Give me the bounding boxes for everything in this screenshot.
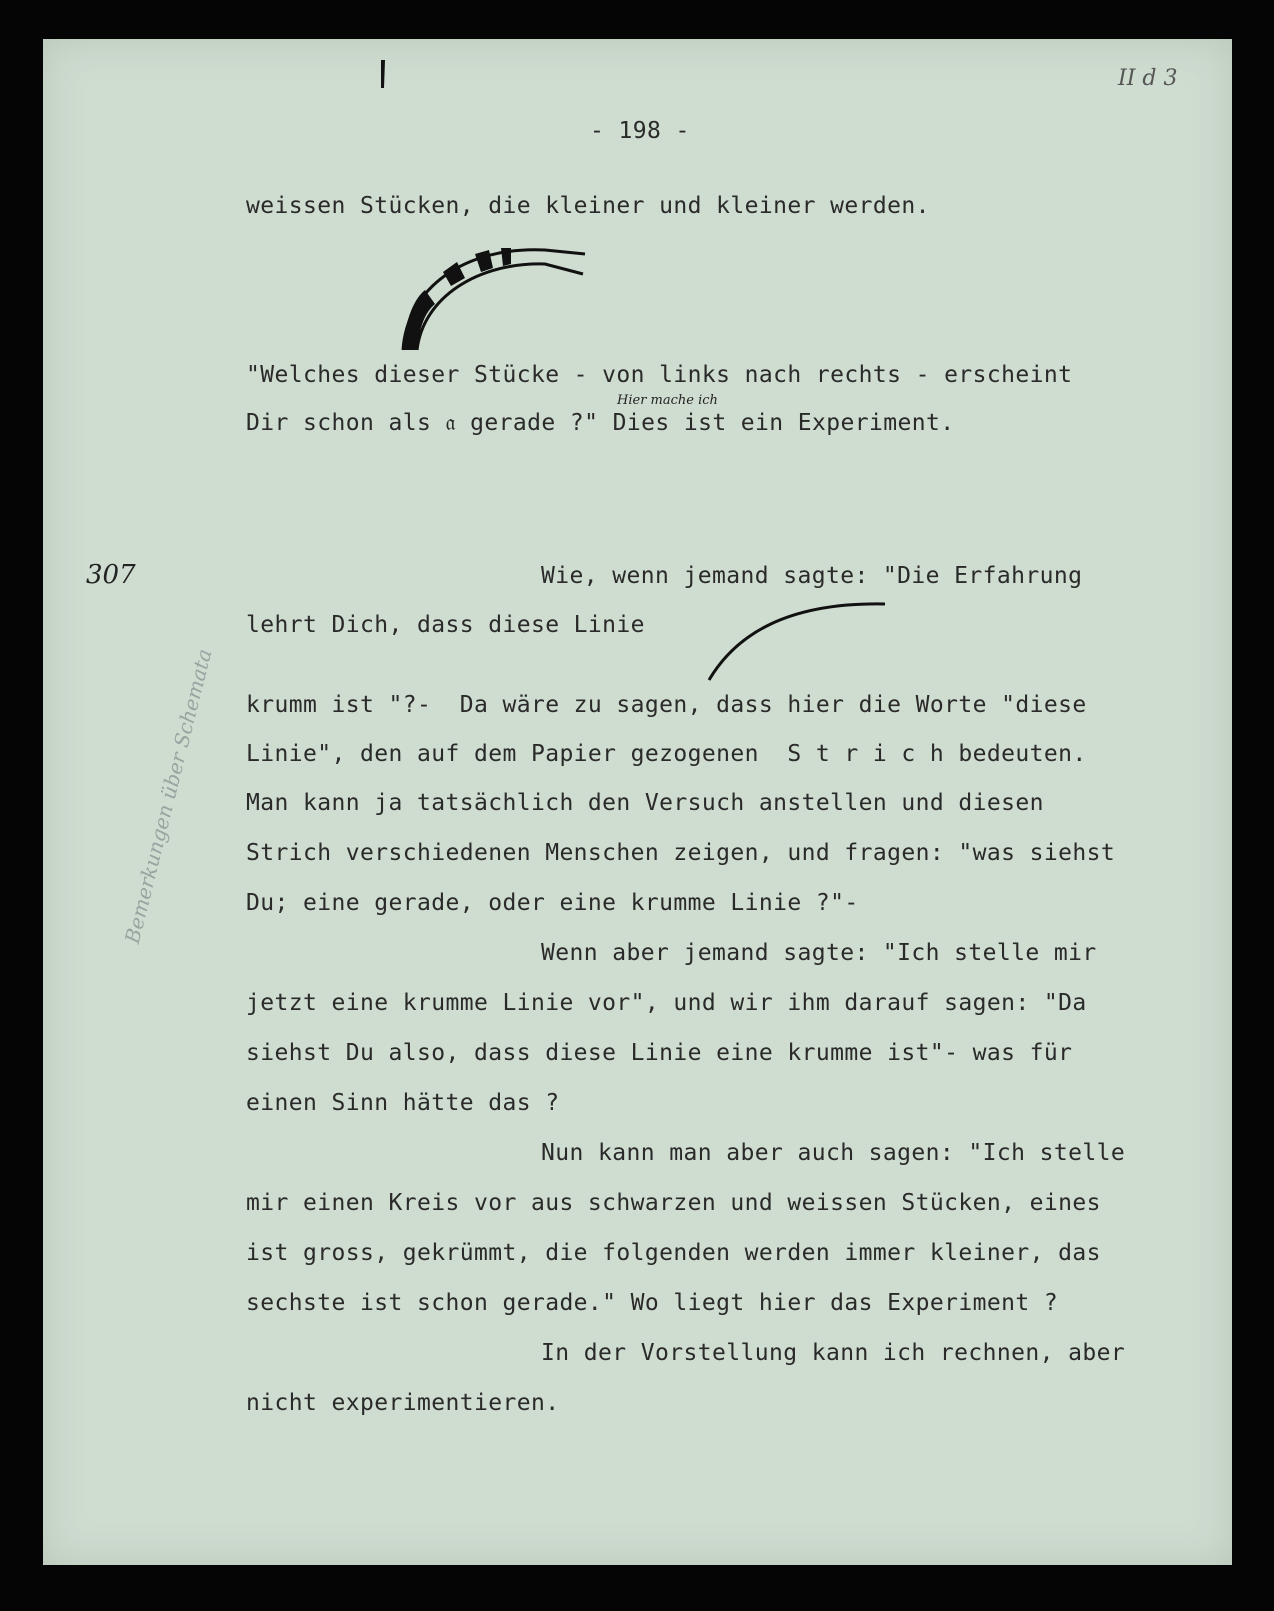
segmented-arc-drawing <box>395 238 595 368</box>
text-line-10: Du; eine gerade, oder eine krumme Linie ?"- <box>246 890 859 916</box>
ink-mark <box>376 58 396 98</box>
text-line-6: krumm ist "?- Da wäre zu sagen, dass hier die Worte "diese <box>246 692 1087 718</box>
page-number: - 198 - <box>590 118 690 144</box>
text-line-13: siehst Du also, dass diese Linie eine krumme ist"- was für <box>246 1040 1073 1066</box>
text-line-9: Strich verschiedenen Menschen zeigen, und fragen: "was siehst <box>246 840 1116 866</box>
text-line-5: lehrt Dich, dass diese Linie <box>246 612 645 638</box>
text-line-14: einen Sinn hätte das ? <box>246 1090 560 1116</box>
text-line-20: nicht experimentieren. <box>246 1390 560 1416</box>
archive-mark: II d 3 <box>1118 66 1178 91</box>
text-line-17: ist gross, gekrümmt, die folgenden werden immer kleiner, das <box>246 1240 1101 1266</box>
interlinear-note: Hier mache ich <box>617 393 718 408</box>
text-line-12: jetzt eine krumme Linie vor", und wir ihm darauf sagen: "Da <box>246 990 1087 1016</box>
curved-line-drawing <box>705 596 895 686</box>
text-line-19: In der Vorstellung kann ich rechnen, aber <box>541 1340 1126 1366</box>
text-line-16: mir einen Kreis vor aus schwarzen und weissen Stücken, eines <box>246 1190 1101 1216</box>
text-line-2: "Welches dieser Stücke - von links nach rechts - erscheint <box>246 362 1073 388</box>
text-line-8: Man kann ja tatsächlich den Versuch anstellen und diesen <box>246 790 1044 816</box>
text-line-4: Wie, wenn jemand sagte: "Die Erfahrung <box>541 563 1083 589</box>
text-line-7: Linie", den auf dem Papier gezogenen S t r i c h bedeuten. <box>246 741 1087 767</box>
margin-number: 307 <box>86 560 136 590</box>
text-line-18: sechste ist schon gerade." Wo liegt hier das Experiment ? <box>246 1290 1059 1316</box>
text-line-1: weissen Stücken, die kleiner und kleiner werden. <box>246 193 930 219</box>
margin-pencil-note: Bemerkungen über Schemata <box>120 646 217 946</box>
text-line-11: Wenn aber jemand sagte: "Ich stelle mir <box>541 940 1097 966</box>
text-line-15: Nun kann man aber auch sagen: "Ich stelle <box>541 1140 1126 1166</box>
text-line-3: Dir schon als 𝔞 gerade ?" Dies ist ein Experiment. <box>246 410 955 436</box>
